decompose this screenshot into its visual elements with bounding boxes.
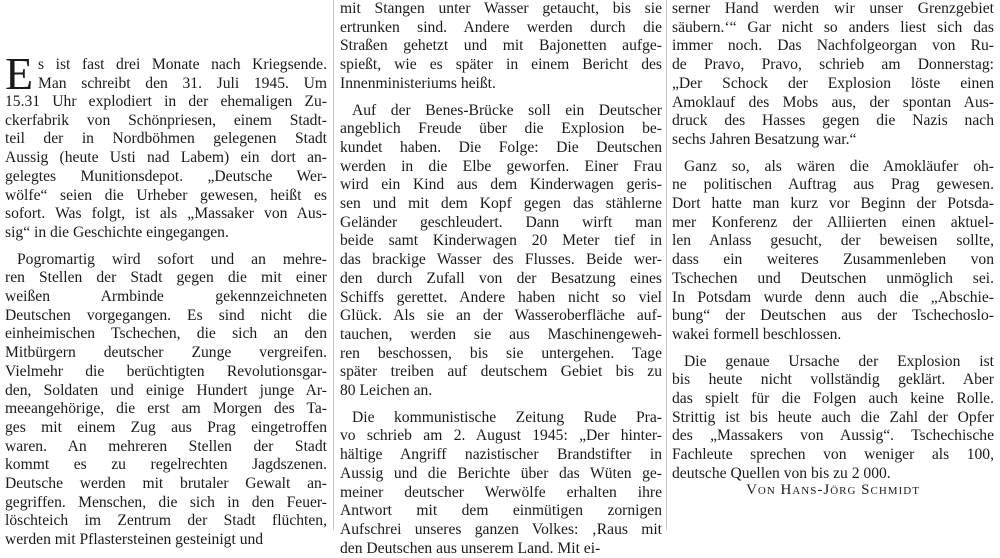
text-line: ne politischen Auftrag aus Prag gewesen. — [672, 176, 994, 194]
text-line: mit Stangen unter Wasser getaucht, bis sie — [340, 0, 662, 17]
text-line: 15.31 Uhr explodiert in der ehemaligen Zu- — [5, 93, 327, 110]
text-line: das brackige Wasser des Flusses. Beide wer- — [340, 251, 662, 269]
text-line: den, Soldaten und einige Hundert junge Ar- — [5, 381, 327, 399]
text-line: ges mit einem Zug aus Prag eingetroffen — [5, 418, 327, 436]
opening-lines — [38, 56, 327, 93]
text-line: Geländer geschleudert. Dann wirft man — [340, 213, 662, 231]
text-line: tauchen, werden sie aus Maschinengeweh- — [340, 325, 662, 343]
text-line: das spielt für die Folgen auch keine Rolle. — [672, 390, 994, 408]
text-line: meeangehörige, die erst am Morgen des Ta- — [5, 400, 327, 418]
text-line: deutsche Quellen von bis zu 2 000. — [672, 464, 891, 482]
text-line: Fachleute sprechen von weniger als 100, — [672, 446, 994, 464]
text-line: 80 Leichen an. — [340, 382, 433, 400]
text-line: wird ein Kind aus dem Kinderwagen geris- — [340, 176, 662, 194]
text-line: bis heute nicht vollständig geklärt. Aber — [672, 371, 994, 389]
text-line: säubern.‘“ Gar nicht so anders liest sich das — [672, 18, 994, 36]
text-line: Antwort mit dem einmütigen zornigen — [340, 502, 662, 520]
text-line: Ganz so, als wären die Amokläufer oh- — [684, 157, 994, 175]
column-divider — [333, 0, 334, 530]
text-line: den Deutschen aus unserem Land. Mit ei- — [340, 539, 601, 557]
text-line: ertrunken sind. Andere werden durch die — [340, 18, 662, 36]
text-line: len Anlass gesucht, der beweisen sollte, — [672, 232, 994, 250]
text-line: ren Stellen der Stadt gegen die mit einer — [5, 269, 327, 287]
text-line: Deutsche werden mit brutaler Gewalt an- — [5, 475, 327, 493]
text-line: werden mit Pflastersteinen gesteinigt und — [5, 531, 264, 549]
text-line: wölfe“ seien die Urheber gewesen, heißt es — [5, 186, 327, 204]
text-line: kundet haben. Die Folge: Die Deutschen — [340, 138, 662, 156]
text-line: Strittig ist bis heute auch die Zahl der Opfer — [672, 408, 994, 426]
column-2-text — [340, 0, 662, 558]
text-line: Die genaue Ursache der Explosion ist — [684, 352, 994, 370]
text-line: Straßen gehetzt und mit Bajonetten aufge- — [340, 37, 662, 55]
text-line: Amoklauf des Mobs aus, der spontan Aus- — [672, 93, 994, 111]
text-line: de Pravo, Pravo, schrieb am Donnerstag: — [672, 56, 994, 74]
text-line: beide samt Kinderwagen 20 Meter tief in — [340, 232, 662, 250]
text-line: sechs Jahren Besatzung war.“ — [672, 130, 857, 148]
text-line: teil der in Nordböhmen gelegenen Stadt — [5, 130, 327, 148]
text-line: kommt es zu regelrechten Jagdszenen. — [5, 456, 327, 474]
text-line: weißen Armbinde gekennzeichneten — [5, 288, 327, 306]
text-line: „Der Schock der Explosion löste einen — [672, 74, 994, 92]
text-line: einheimischen Tschechen, die sich an den — [5, 325, 327, 343]
text-line: waren. An mehreren Stellen der Stadt — [5, 437, 327, 455]
text-line: Aufschrei unseres ganzen Volkes: ‚Raus mit — [340, 520, 662, 538]
text-line: druck des Hasses gegen die Nazis nach — [672, 112, 994, 130]
text-line: gelegtes Munitionsdepot. „Deutsche Wer- — [5, 167, 327, 185]
text-line: In Potsdam wurde denn auch die „Abschie- — [672, 288, 994, 306]
text-line: Tschechen und Deutschen unmöglich sei. — [672, 269, 994, 287]
text-line: Deutschen vorgegangen. Es sind nicht die — [5, 306, 327, 324]
text-line: Man schreibt den 31. Juli 1945. Um — [38, 74, 327, 92]
text-line: bung“ der Deutschen aus der Tschechoslo- — [672, 307, 994, 325]
text-line: Dort hatte man kurz vor Beginn der Potsda- — [672, 195, 994, 213]
text-line: Aussig und die Berichte über das Wüten ge- — [340, 464, 662, 482]
text-line: Aussig (heute Usti nad Labem) ein dort an- — [5, 149, 327, 167]
text-line: ren beschossen, bis sie untergehen. Tage — [340, 344, 662, 362]
text-line: löschteich im Zentrum der Stadt flüchten, — [5, 512, 327, 530]
column-divider — [666, 0, 667, 530]
column-3-text — [672, 0, 994, 484]
author-byline: Von Hans-Jörg Schmidt — [746, 482, 920, 498]
column-1-text — [5, 93, 327, 550]
text-line: später treiben auf deutschem Gebiet bis zu — [340, 363, 662, 381]
text-line: des „Massakers von Aussig“. Tschechische — [672, 427, 994, 445]
text-line: gegriffen. Menschen, die sich in den Feuer- — [5, 493, 327, 511]
text-line: angeblich Freude über die Explosion be- — [340, 120, 662, 138]
text-line: Die kommunistische Zeitung Rude Pra- — [352, 408, 662, 426]
text-line: spießt, wie es später in einem Bericht des — [340, 56, 662, 74]
text-line: Auf der Benes-Brücke soll ein Deutscher — [352, 101, 662, 119]
drop-cap: E — [5, 48, 34, 99]
text-line: meiner deutscher Werwölfe erhalten ihre — [340, 483, 662, 501]
text-line: ckerfabrik von Schönpriesen, einem Stadt- — [5, 111, 327, 129]
text-line: sig“ in die Geschichte eingegangen. — [5, 223, 229, 241]
text-line: serner Hand werden wir unser Grenzgebiet — [672, 0, 994, 17]
text-line: vo schrieb am 2. August 1945: „Der hinter- — [340, 427, 662, 445]
text-line: den durch Zufall von der Besatzung eines — [340, 269, 662, 287]
text-line: Glück. Als sie an der Wasseroberfläche auf- — [340, 307, 662, 325]
text-line: sofort. Was folgt, ist als „Massaker von Aus- — [5, 205, 327, 223]
text-line: immer noch. Das Nachfolgeorgan von Ru- — [672, 37, 994, 55]
text-line: Pogromartig wird sofort und an mehre- — [17, 250, 327, 268]
text-line: Vielmehr die berüchtigten Revolutionsgar- — [5, 362, 327, 380]
text-line: dass ein weiteres Zusammenleben von — [672, 251, 994, 269]
text-line: s ist fast drei Monate nach Kriegsende. — [38, 56, 327, 73]
text-line: hältige Angriff nazistischer Brandstifter in — [340, 446, 662, 464]
text-line: sen und mit dem Kopf gegen das stählerne — [340, 195, 662, 213]
text-line: Innenministeriums heißt. — [340, 74, 496, 92]
text-line: wakei formell beschlossen. — [672, 325, 842, 343]
text-line: werden in die Elbe geworfen. Einer Frau — [340, 157, 662, 175]
text-line: Schiffs gerettet. Andere haben nicht so viel — [340, 288, 662, 306]
text-line: Mitbürgern deutscher Zunge vergreifen. — [5, 344, 327, 362]
text-line: mer Konferenz der Alliierten einen aktuel- — [672, 213, 994, 231]
